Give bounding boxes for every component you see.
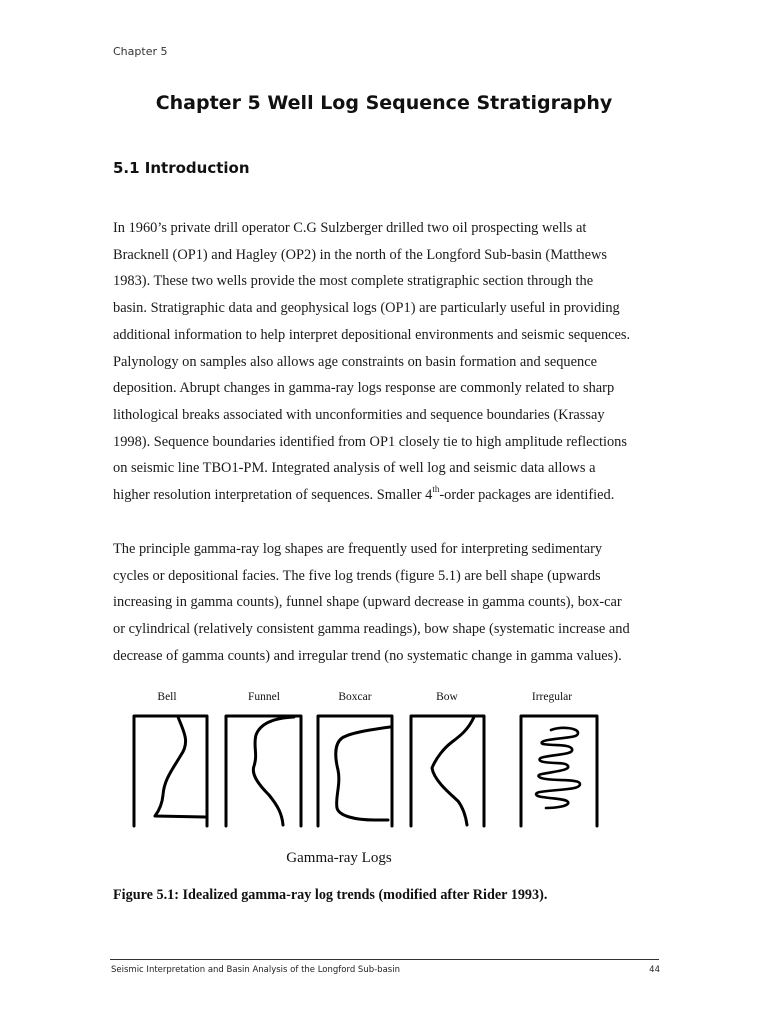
- paragraph-line: or cylindrical (relatively consistent gamma readings), bow shape (systematic increase and: [113, 621, 630, 638]
- paragraph-introduction-1: [113, 215, 663, 509]
- figure-gamma-ray-logs: [0, 680, 768, 880]
- text-fragment: -order packages are identified.: [439, 487, 615, 504]
- paragraph-line-last: [113, 482, 663, 509]
- paragraph-line: on seismic line TBO1-PM. Integrated analysis of well log and seismic data allows a: [113, 460, 596, 477]
- paragraph-line: 1998). Sequence boundaries identified from OP1 closely tie to high amplitude reflections: [113, 433, 627, 450]
- log-label-boxcar: Boxcar: [338, 691, 372, 703]
- footer-divider: [110, 959, 659, 960]
- paragraph-line: The principle gamma-ray log shapes are frequently used for interpreting sedimentary: [113, 541, 603, 557]
- paragraph-line: lithological breaks associated with unconformities and sequence boundaries (Krassay: [113, 406, 605, 423]
- paragraph-line: cycles or depositional facies. The five log trends (figure 5.1) are bell shape (upwards: [113, 567, 601, 584]
- paragraph-line: basin. Stratigraphic data and geophysical logs (OP1) are particularly useful in providing: [113, 300, 620, 317]
- paragraph-introduction-2: [113, 536, 663, 670]
- log-label-bow: Bow: [436, 691, 458, 703]
- log-track-bell: [134, 716, 207, 826]
- figure-caption: Figure 5.1: Idealized gamma-ray log trends (modified after Rider 1993).: [113, 887, 548, 903]
- paragraph-line: increasing in gamma counts), funnel shape (upward decrease in gamma counts), box-car: [113, 594, 622, 611]
- paragraph-line: 1983). These two wells provide the most complete stratigraphic section through the: [113, 273, 594, 290]
- log-track-bow: [411, 716, 484, 826]
- running-head: Chapter 5: [113, 45, 168, 58]
- ordinal-superscript: th: [432, 484, 440, 495]
- log-label-funnel: Funnel: [248, 691, 280, 703]
- log-label-bell: Bell: [157, 691, 177, 703]
- footer-title: Seismic Interpretation and Basin Analysis of the Longford Sub-basin: [111, 965, 400, 975]
- log-track-irregular: [521, 716, 597, 826]
- section-heading: 5.1 Introduction: [113, 159, 250, 177]
- text-fragment: higher resolution interpretation of sequences. Smaller 4: [113, 487, 433, 504]
- chapter-title: Chapter 5 Well Log Sequence Stratigraphy: [155, 92, 613, 114]
- page-number: 44: [649, 965, 660, 975]
- log-label-irregular: Irregular: [531, 691, 573, 703]
- log-track-boxcar: [318, 716, 392, 826]
- paragraph-line: In 1960’s private drill operator C.G Sulzberger drilled two oil prospecting wells at: [113, 220, 587, 236]
- figure-axis-title: Gamma-ray Logs: [286, 850, 392, 866]
- paragraph-line: deposition. Abrupt changes in gamma-ray logs response are commonly related to sharp: [113, 380, 615, 397]
- paragraph-line: additional information to help interpret depositional environments and seismic sequences.: [113, 326, 631, 343]
- paragraph-line: decrease of gamma counts) and irregular trend (no systematic change in gamma values).: [113, 647, 622, 664]
- paragraph-line: Bracknell (OP1) and Hagley (OP2) in the north of the Longford Sub-basin (Matthews: [113, 246, 607, 263]
- paragraph-line: Palynology on samples also allows age constraints on basin formation and sequence: [113, 353, 597, 370]
- log-track-funnel: [226, 716, 301, 826]
